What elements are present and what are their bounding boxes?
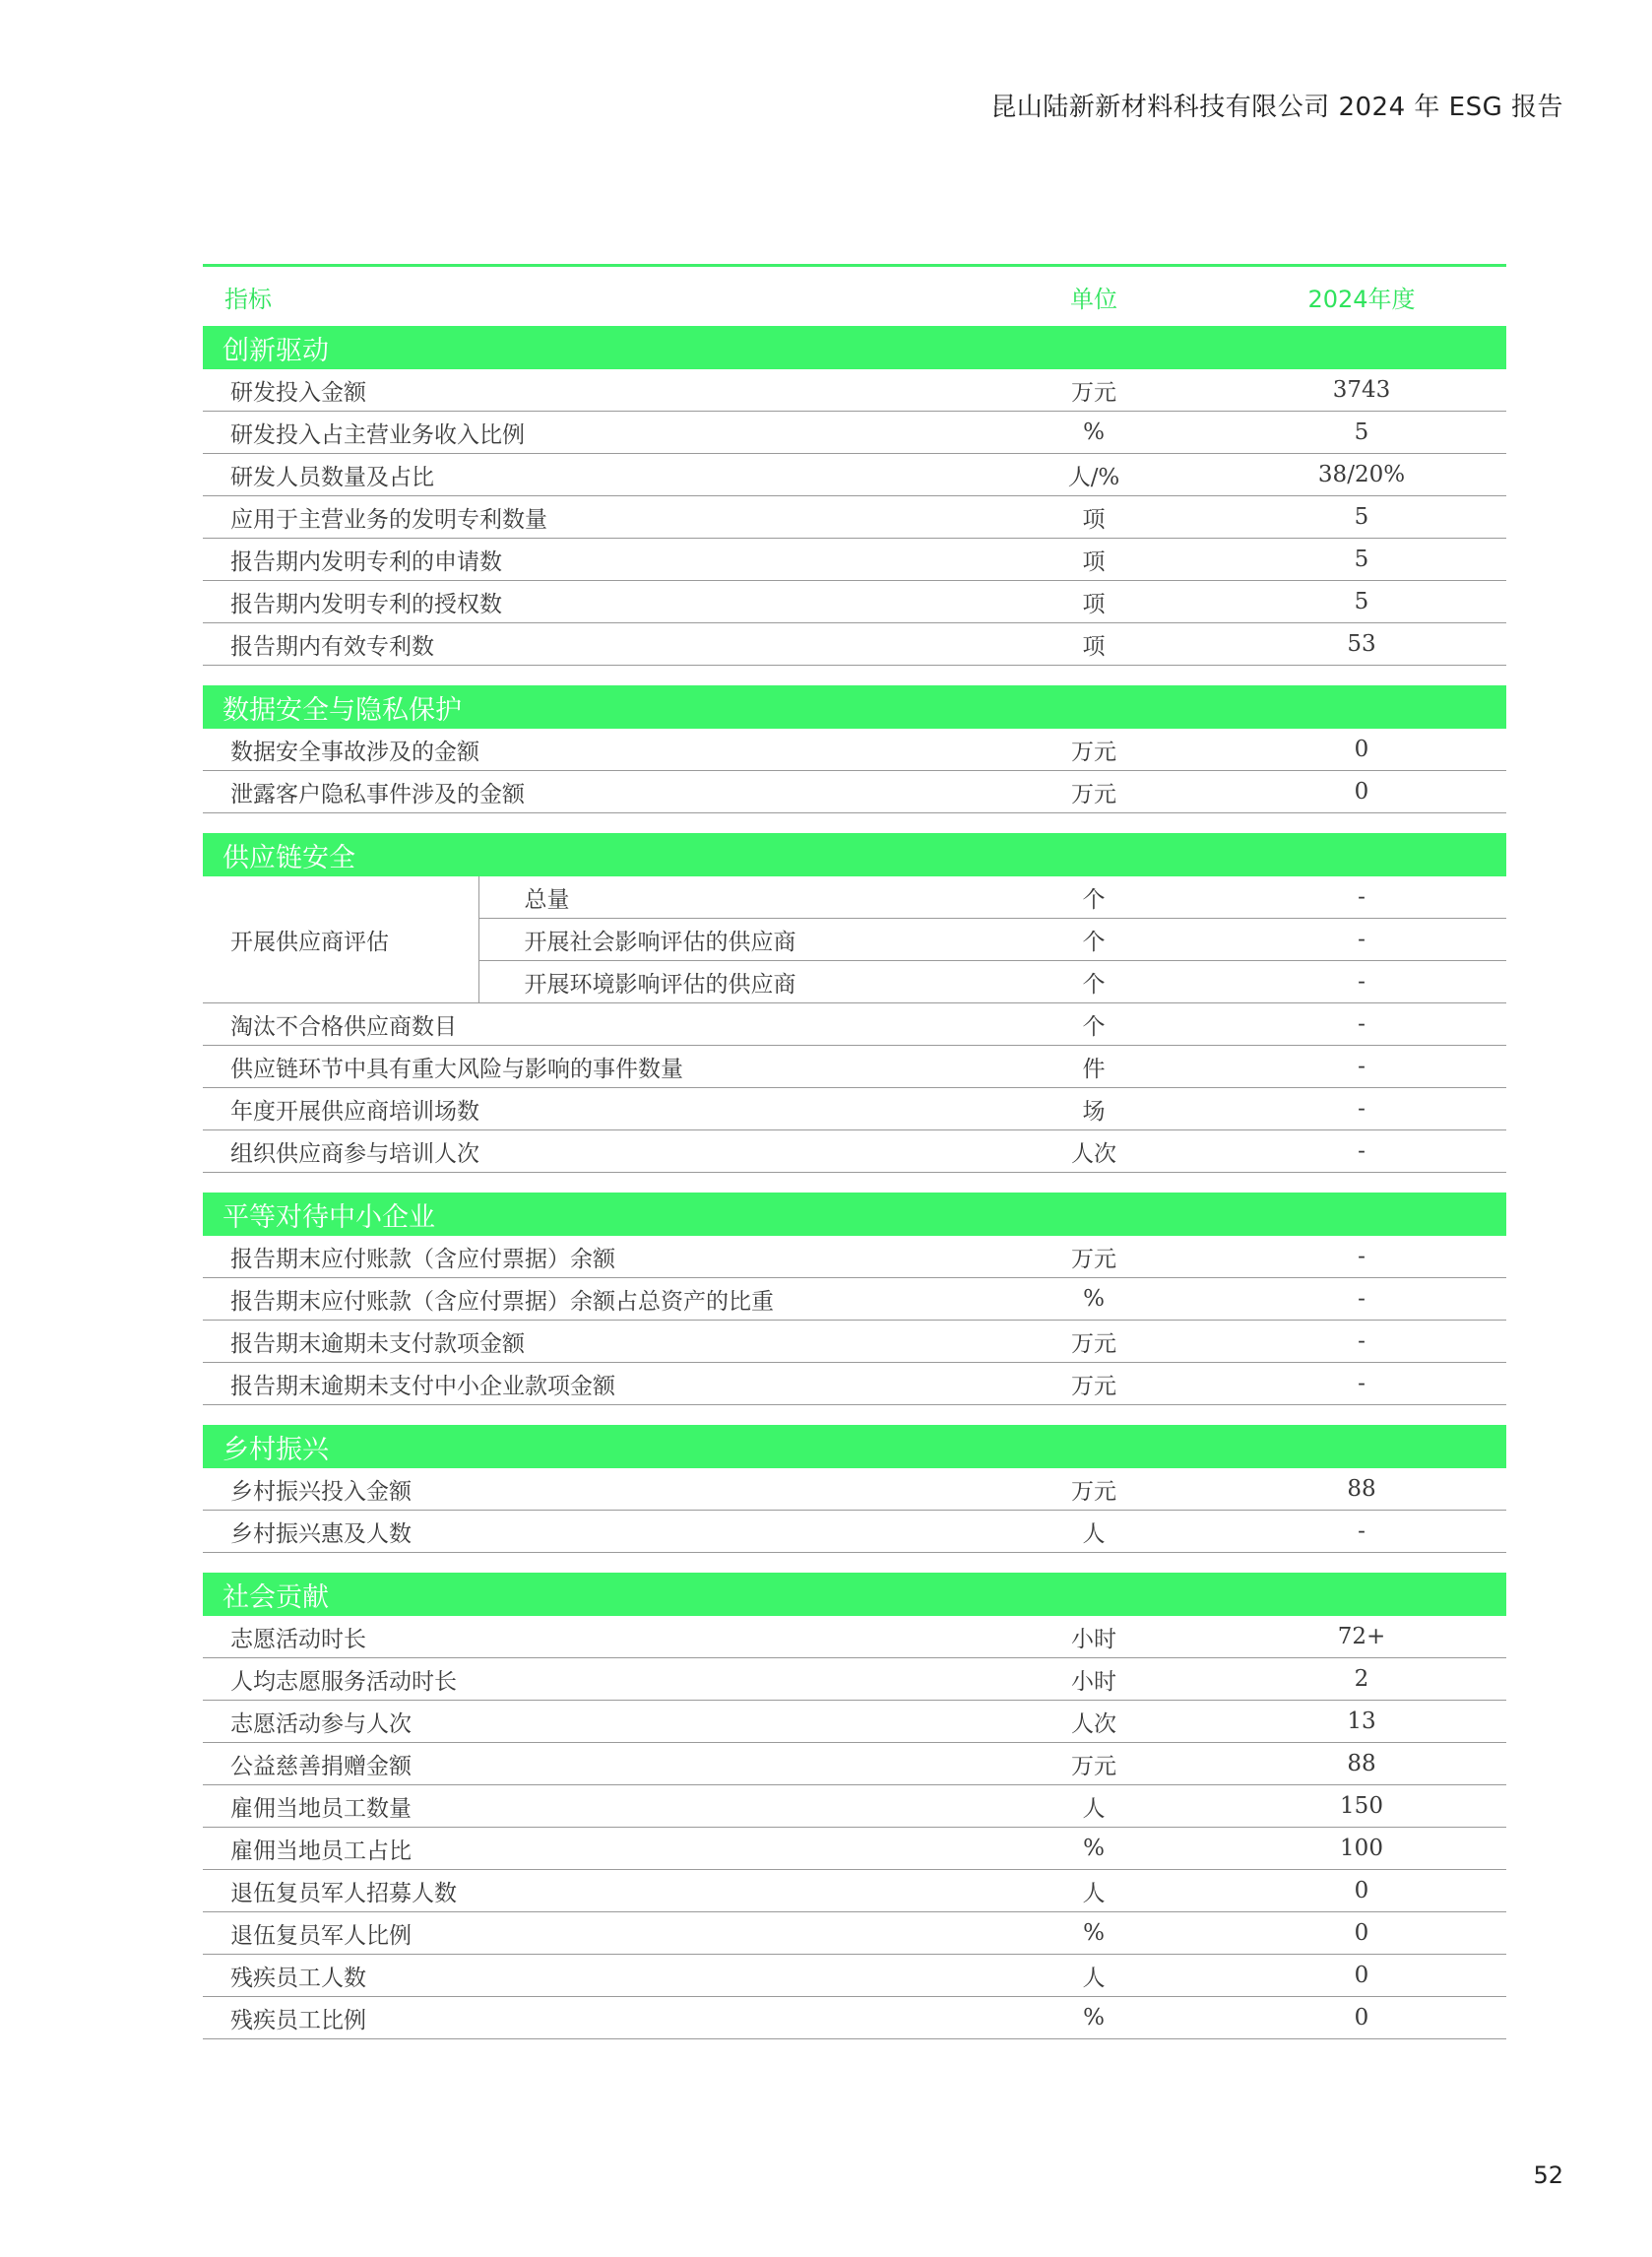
column-header-unit: 单位 <box>1070 285 1117 313</box>
row-unit: 万元 <box>971 1321 1217 1363</box>
table-row <box>203 1658 1506 1701</box>
row-value: 72+ <box>1217 1616 1506 1658</box>
row-unit: 项 <box>971 496 1217 539</box>
table-row <box>203 1870 1506 1912</box>
page-number: 52 <box>1533 2161 1563 2189</box>
row-value: - <box>1217 1236 1506 1278</box>
row-name: 年度开展供应商培训场数 <box>203 1088 971 1130</box>
section-spacer <box>203 1173 1506 1193</box>
row-name: 报告期末逾期未支付中小企业款项金额 <box>203 1363 971 1405</box>
row-name: 雇佣当地员工占比 <box>203 1828 971 1870</box>
row-name: 人均志愿服务活动时长 <box>203 1658 971 1701</box>
table-row <box>203 412 1506 454</box>
table-row <box>203 1828 1506 1870</box>
row-unit: 个 <box>971 1003 1217 1046</box>
table-row <box>203 1785 1506 1828</box>
row-name: 研发人员数量及占比 <box>203 454 971 496</box>
row-value: 13 <box>1217 1701 1506 1743</box>
table-row <box>203 1130 1506 1173</box>
row-value: 3743 <box>1217 369 1506 412</box>
row-value: 0 <box>1217 1912 1506 1955</box>
table-row <box>203 1955 1506 1997</box>
row-unit: 个 <box>971 961 1217 1003</box>
row-unit: 个 <box>971 919 1217 961</box>
row-name: 退伍复员军人招募人数 <box>203 1870 971 1912</box>
row-unit: 件 <box>971 1046 1217 1088</box>
section-spacer <box>203 666 1506 686</box>
row-value: - <box>1217 919 1506 961</box>
row-unit: 个 <box>971 876 1217 919</box>
row-name: 残疾员工人数 <box>203 1955 971 1997</box>
row-value: 88 <box>1217 1743 1506 1785</box>
row-name: 供应链环节中具有重大风险与影响的事件数量 <box>203 1046 971 1088</box>
column-header-year: 2024年度 <box>1307 285 1416 313</box>
row-name: 应用于主营业务的发明专利数量 <box>203 496 971 539</box>
section-title: 供应链安全 <box>203 833 1506 876</box>
row-value: 38/20% <box>1217 454 1506 496</box>
table-row <box>203 496 1506 539</box>
row-unit: 万元 <box>971 771 1217 813</box>
section-spacer <box>203 1553 1506 1574</box>
table-row <box>203 623 1506 666</box>
row-value: 53 <box>1217 623 1506 666</box>
table-row <box>203 1912 1506 1955</box>
row-name: 泄露客户隐私事件涉及的金额 <box>203 771 971 813</box>
row-value: 0 <box>1217 1955 1506 1997</box>
row-name: 研发投入占主营业务收入比例 <box>203 412 971 454</box>
table-row <box>203 1511 1506 1553</box>
row-unit: % <box>971 1828 1217 1870</box>
row-unit: 万元 <box>971 729 1217 771</box>
row-value: - <box>1217 1278 1506 1321</box>
row-unit: 项 <box>971 623 1217 666</box>
row-value: 0 <box>1217 771 1506 813</box>
row-name: 总量 <box>478 876 971 919</box>
row-unit: 万元 <box>971 369 1217 412</box>
table-row <box>203 1743 1506 1785</box>
table-row <box>203 1236 1506 1278</box>
section-title: 数据安全与隐私保护 <box>203 685 1506 729</box>
table-row <box>203 771 1506 813</box>
row-unit: 万元 <box>971 1468 1217 1511</box>
row-name: 研发投入金额 <box>203 369 971 412</box>
row-unit: 人 <box>971 1511 1217 1553</box>
section-title: 乡村振兴 <box>203 1425 1506 1468</box>
table-row <box>203 581 1506 623</box>
row-name: 志愿活动参与人次 <box>203 1701 971 1743</box>
row-unit: % <box>971 412 1217 454</box>
row-unit: 万元 <box>971 1743 1217 1785</box>
table-row <box>203 1616 1506 1658</box>
row-value: 88 <box>1217 1468 1506 1511</box>
row-name: 公益慈善捐赠金额 <box>203 1743 971 1785</box>
row-unit: 人次 <box>971 1701 1217 1743</box>
table-row <box>203 1701 1506 1743</box>
row-unit: 人 <box>971 1870 1217 1912</box>
row-value: 0 <box>1217 1997 1506 2039</box>
row-name: 开展环境影响评估的供应商 <box>478 961 971 1003</box>
row-value: - <box>1217 1046 1506 1088</box>
row-unit: 小时 <box>971 1658 1217 1701</box>
table-row <box>203 1997 1506 2039</box>
esg-data-table <box>203 264 1506 2039</box>
section-header-sme <box>203 1193 1506 1236</box>
section-header-data-security <box>203 685 1506 729</box>
row-value: 5 <box>1217 581 1506 623</box>
row-value: - <box>1217 1130 1506 1173</box>
table-row <box>203 539 1506 581</box>
row-value: - <box>1217 876 1506 919</box>
row-name: 退伍复员军人比例 <box>203 1912 971 1955</box>
section-title: 平等对待中小企业 <box>203 1193 1506 1236</box>
row-unit: 人 <box>971 1785 1217 1828</box>
row-name: 志愿活动时长 <box>203 1616 971 1658</box>
row-name: 乡村振兴投入金额 <box>203 1468 971 1511</box>
row-value: 5 <box>1217 496 1506 539</box>
row-value: 5 <box>1217 539 1506 581</box>
section-spacer <box>203 1405 1506 1426</box>
row-value: - <box>1217 1088 1506 1130</box>
table-row <box>203 1046 1506 1088</box>
table-row <box>203 1088 1506 1130</box>
row-name: 报告期末逾期未支付款项金额 <box>203 1321 971 1363</box>
table-row <box>203 729 1506 771</box>
row-value: 0 <box>1217 729 1506 771</box>
row-name: 残疾员工比例 <box>203 1997 971 2039</box>
row-name: 淘汰不合格供应商数目 <box>203 1003 971 1046</box>
row-unit: 人/% <box>971 454 1217 496</box>
row-unit: 小时 <box>971 1616 1217 1658</box>
row-value: - <box>1217 1363 1506 1405</box>
row-name: 乡村振兴惠及人数 <box>203 1511 971 1553</box>
table-row <box>203 1003 1506 1046</box>
column-header-indicator: 指标 <box>224 285 272 313</box>
row-unit: % <box>971 1997 1217 2039</box>
table-row <box>203 1363 1506 1405</box>
row-unit: 项 <box>971 581 1217 623</box>
section-title: 社会贡献 <box>203 1573 1506 1616</box>
table-row <box>203 1321 1506 1363</box>
row-value: 0 <box>1217 1870 1506 1912</box>
row-unit: % <box>971 1912 1217 1955</box>
table-row <box>203 369 1506 412</box>
row-value: - <box>1217 1511 1506 1553</box>
row-value: 5 <box>1217 412 1506 454</box>
section-header-rural <box>203 1425 1506 1468</box>
table-row <box>203 876 1506 919</box>
row-name: 报告期末应付账款（含应付票据）余额 <box>203 1236 971 1278</box>
row-value: - <box>1217 1003 1506 1046</box>
section-spacer <box>203 813 1506 834</box>
section-header-supply-chain <box>203 833 1506 876</box>
row-value: - <box>1217 961 1506 1003</box>
row-unit: 万元 <box>971 1363 1217 1405</box>
row-unit: 场 <box>971 1088 1217 1130</box>
section-title: 创新驱动 <box>203 326 1506 369</box>
table-header-row <box>203 266 1506 327</box>
table-row <box>203 454 1506 496</box>
section-header-social <box>203 1573 1506 1616</box>
group-name-supplier-assessment: 开展供应商评估 <box>203 876 478 1003</box>
row-unit: 万元 <box>971 1236 1217 1278</box>
row-unit: 人次 <box>971 1130 1217 1173</box>
row-name: 组织供应商参与培训人次 <box>203 1130 971 1173</box>
row-name: 报告期内发明专利的授权数 <box>203 581 971 623</box>
row-name: 报告期内有效专利数 <box>203 623 971 666</box>
section-header-innovation <box>203 326 1506 369</box>
report-header-title: 昆山陆新新材料科技有限公司 2024 年 ESG 报告 <box>990 93 1563 122</box>
row-name: 雇佣当地员工数量 <box>203 1785 971 1828</box>
row-value: 100 <box>1217 1828 1506 1870</box>
row-value: - <box>1217 1321 1506 1363</box>
table-row <box>203 1278 1506 1321</box>
row-unit: % <box>971 1278 1217 1321</box>
row-name: 开展社会影响评估的供应商 <box>478 919 971 961</box>
row-value: 150 <box>1217 1785 1506 1828</box>
row-name: 报告期内发明专利的申请数 <box>203 539 971 581</box>
row-name: 报告期末应付账款（含应付票据）余额占总资产的比重 <box>203 1278 971 1321</box>
row-unit: 项 <box>971 539 1217 581</box>
row-name: 数据安全事故涉及的金额 <box>203 729 971 771</box>
row-value: 2 <box>1217 1658 1506 1701</box>
table-row <box>203 1468 1506 1511</box>
row-unit: 人 <box>971 1955 1217 1997</box>
